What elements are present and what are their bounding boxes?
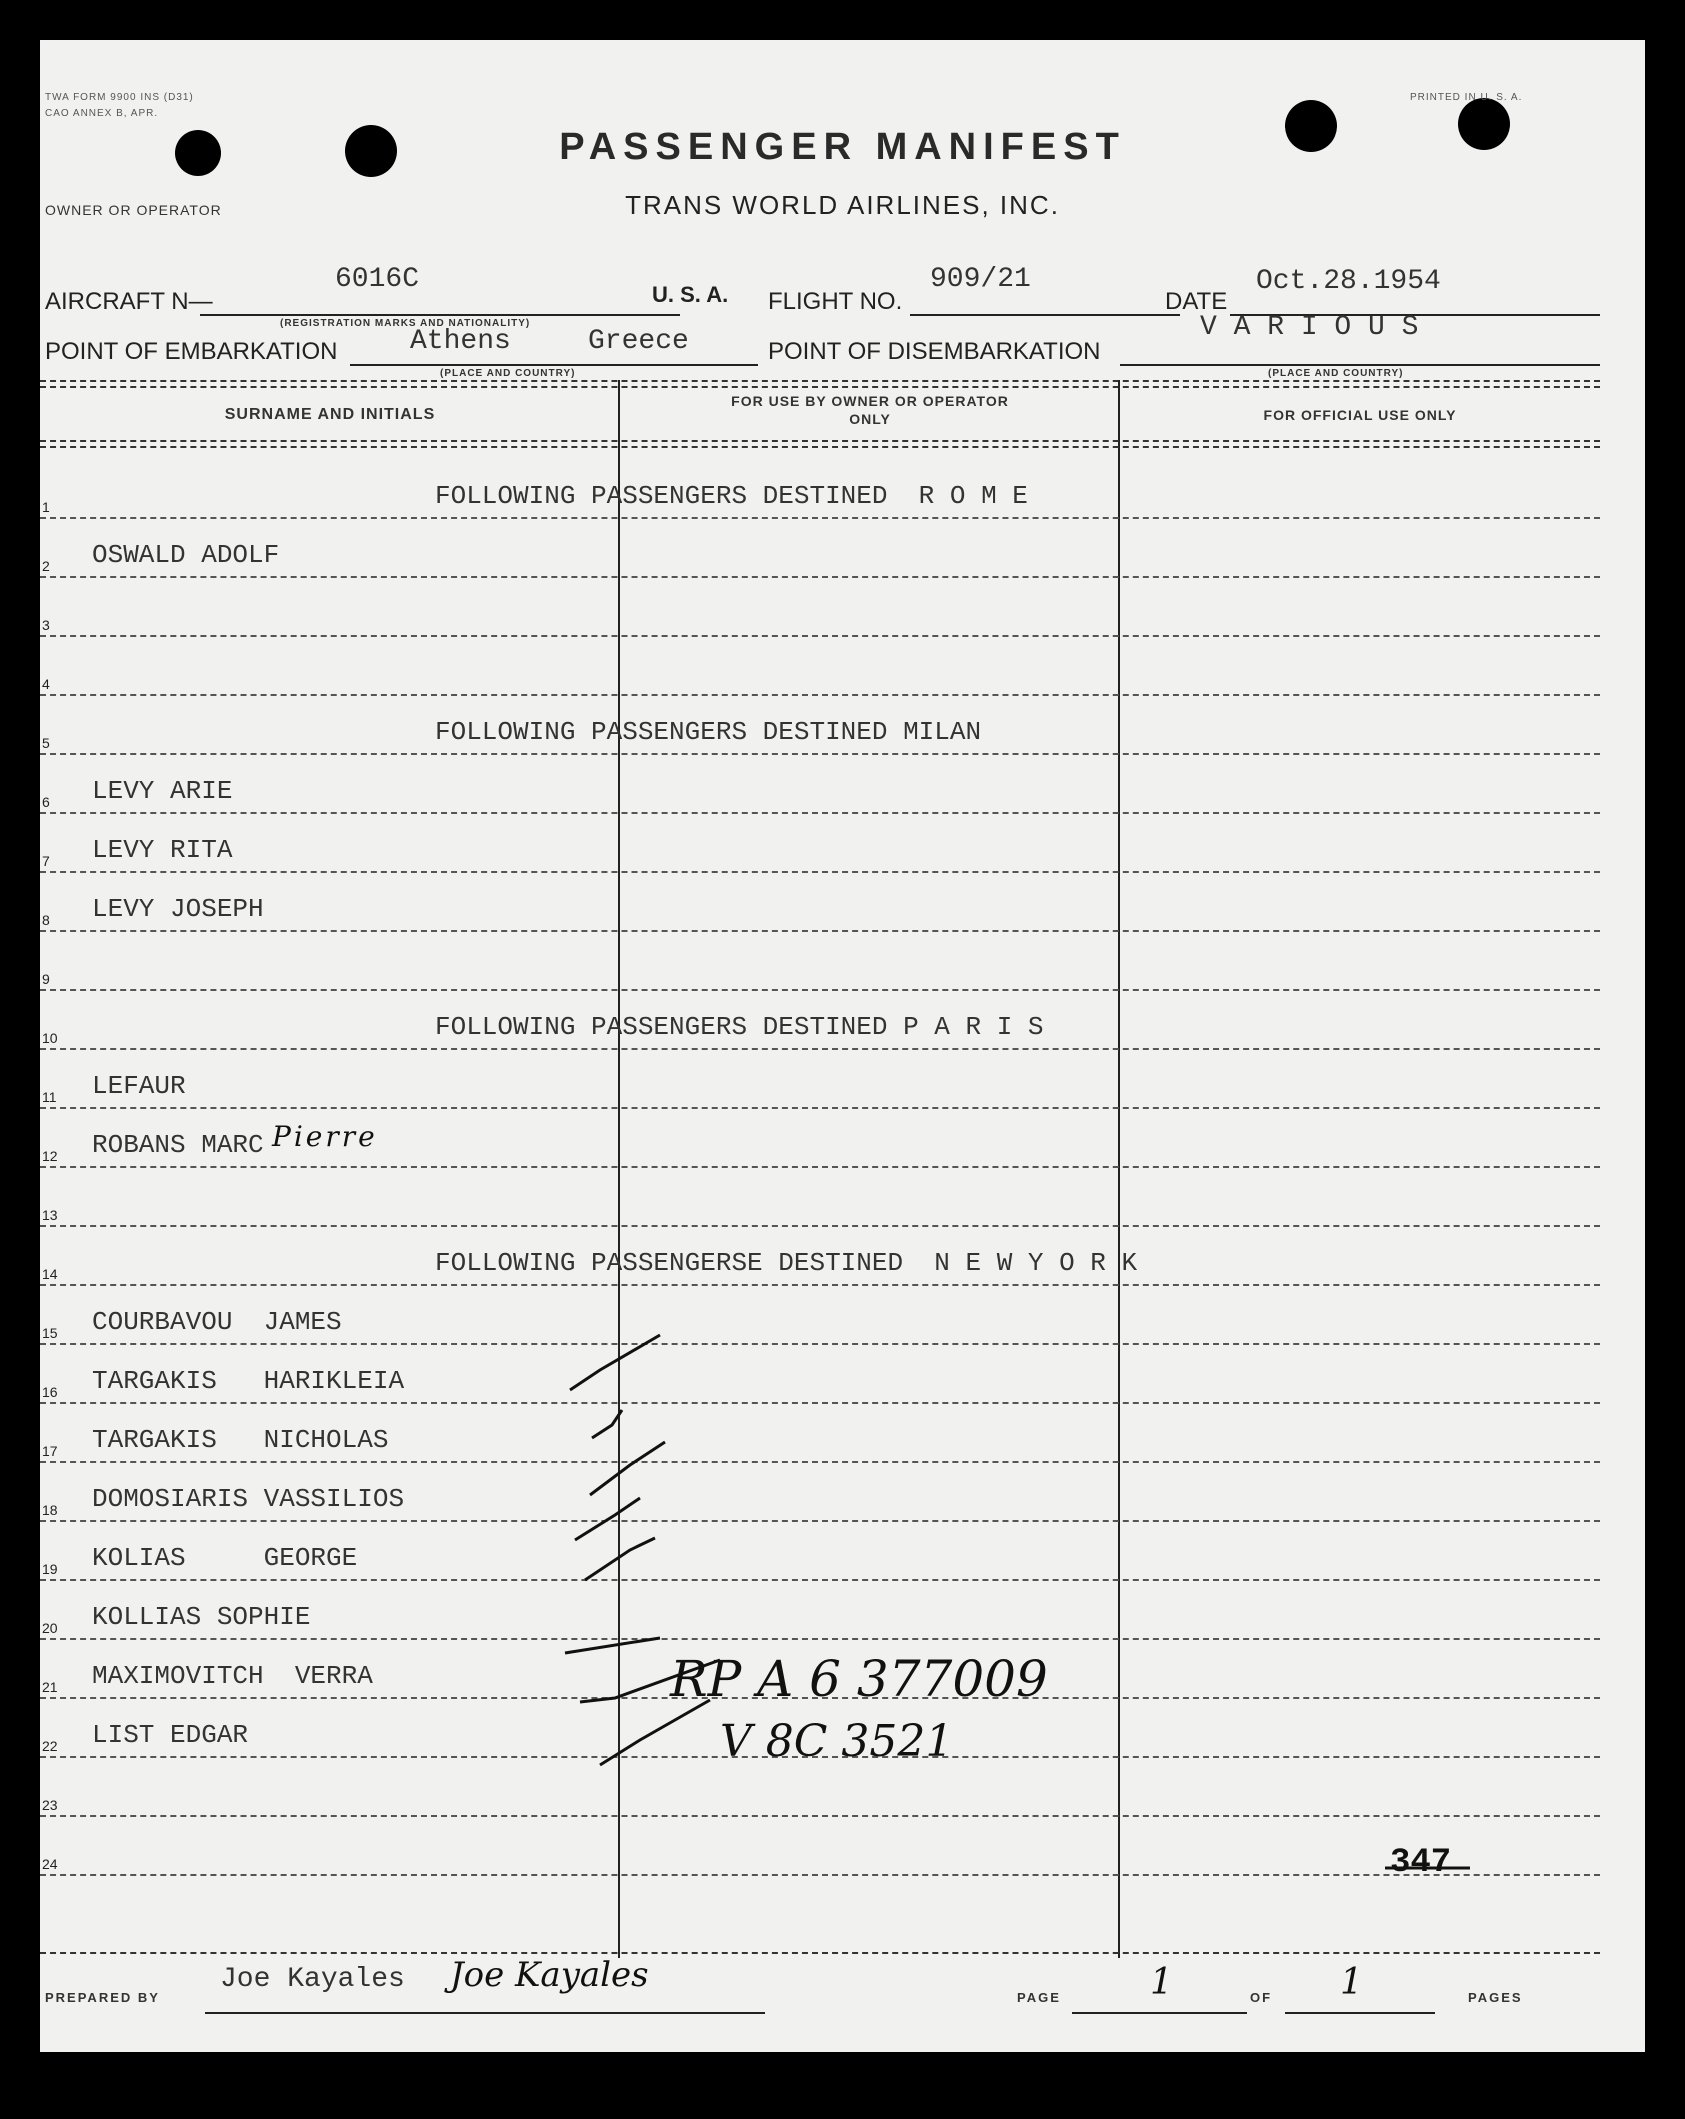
flight-underline <box>910 314 1180 316</box>
margin-number: 347 <box>1390 1844 1452 1882</box>
nationality-value: U. S. A. <box>652 282 729 307</box>
passenger-name: LEFAUR <box>92 1071 186 1101</box>
date-label: DATE <box>1165 288 1228 315</box>
of-value: 1 <box>1340 1962 1363 2003</box>
row-number: 13 <box>42 1207 58 1223</box>
passenger-row <box>40 1343 1600 1402</box>
passenger-name: ROBANS MARC <box>92 1130 264 1160</box>
row-number: 23 <box>42 1797 58 1813</box>
passenger-name: LEVY RITA <box>92 835 233 865</box>
destination-heading-row <box>40 458 1600 517</box>
passenger-row <box>40 1048 1600 1107</box>
table-top-rule <box>40 380 1600 382</box>
row-number: 22 <box>42 1738 58 1754</box>
prepared-by-value: Joe Kayales <box>220 1964 405 1995</box>
table-top-rule-2 <box>40 386 1600 388</box>
handwritten-note-row20: RP A 6 377009 <box>670 1650 1048 1708</box>
passenger-row <box>40 812 1600 871</box>
aircraft-underline <box>200 314 680 316</box>
passenger-name: TARGAKIS HARIKLEIA <box>92 1366 405 1396</box>
row-number: 10 <box>42 1030 58 1046</box>
embark-underline <box>350 364 758 366</box>
row-number: 9 <box>42 971 50 987</box>
row-number: 2 <box>42 558 50 574</box>
passenger-table <box>40 380 1600 1958</box>
header-bottom-rule-2 <box>40 446 1600 448</box>
passenger-name: KOLIAS GEORGE <box>92 1543 358 1573</box>
destination-heading-row <box>40 694 1600 753</box>
passenger-name: LEVY JOSEPH <box>92 894 264 924</box>
of-underline <box>1285 2012 1435 2014</box>
destination-heading-row <box>40 989 1600 1048</box>
passenger-row <box>40 1461 1600 1520</box>
passenger-name: MAXIMOVITCH VERRA <box>92 1661 373 1691</box>
column-header-official: FOR OFFICIAL USE ONLY <box>1263 407 1457 423</box>
row-number: 8 <box>42 912 50 928</box>
form-id-line2: CAO ANNEX B, APR. <box>45 108 159 119</box>
header-bottom-rule <box>40 440 1600 442</box>
row-number: 24 <box>42 1856 58 1872</box>
passenger-name: COURBAVOU JAMES <box>92 1307 342 1337</box>
destination-heading-text: FOLLOWING PASSENGERS DESTINED MILAN <box>435 717 982 747</box>
preparer-signature: Joe Kayales <box>450 1955 649 1995</box>
row-number: 11 <box>42 1089 57 1105</box>
embark-label: POINT OF EMBARKATION <box>45 338 338 365</box>
passenger-row <box>40 1579 1600 1638</box>
passenger-name: LEVY ARIE <box>92 776 233 806</box>
aircraft-value: 6016C <box>335 264 420 295</box>
owner-label: OWNER OR OPERATOR <box>45 202 222 218</box>
passenger-name: TARGAKIS NICHOLAS <box>92 1425 389 1455</box>
passenger-row <box>40 517 1600 576</box>
passenger-row <box>40 871 1600 930</box>
passenger-name: LIST EDGAR <box>92 1720 249 1750</box>
row-number: 19 <box>42 1561 58 1577</box>
column-header-owner: FOR USE BY OWNER OR OPERATOR ONLY <box>731 393 1009 427</box>
passenger-row <box>40 1402 1600 1461</box>
row-number: 12 <box>42 1148 58 1164</box>
flight-label: FLIGHT NO. <box>768 288 903 315</box>
manifest-sheet <box>40 40 1645 2052</box>
passenger-row <box>40 635 1600 694</box>
prepared-by-underline <box>205 2012 765 2014</box>
printed-in: PRINTED IN U. S. A. <box>1410 92 1523 103</box>
passenger-row <box>40 753 1600 812</box>
date-value: Oct.28.1954 <box>1256 266 1441 297</box>
row-number: 7 <box>42 853 50 869</box>
page-value: 1 <box>1150 1962 1173 2003</box>
page-title: PASSENGER MANIFEST <box>559 126 1126 168</box>
disembark-place-caption: (PLACE AND COUNTRY) <box>1268 368 1404 379</box>
page-label: PAGE <box>1017 1990 1061 2005</box>
disembark-underline <box>1120 364 1600 366</box>
row-number: 21 <box>42 1679 58 1695</box>
embark-city: Athens <box>410 326 511 357</box>
handwritten-first-name: Pierre <box>272 1120 378 1153</box>
passenger-name: DOMOSIARIS VASSILIOS <box>92 1484 405 1514</box>
prepared-by-label: PREPARED BY <box>45 1990 160 2005</box>
passenger-name: KOLLIAS SOPHIE <box>92 1602 311 1632</box>
row-number: 15 <box>42 1325 58 1341</box>
destination-heading-text: FOLLOWING PASSENGERS DESTINED R O M E <box>435 481 1028 511</box>
embark-place-caption: (PLACE AND COUNTRY) <box>440 368 576 379</box>
passenger-row <box>40 1284 1600 1343</box>
destination-heading-text: FOLLOWING PASSENGERSE DESTINED N E W Y O R K <box>435 1248 1138 1278</box>
passenger-name: OSWALD ADOLF <box>92 540 280 570</box>
handwritten-note-row21: V 8C 3521 <box>720 1716 954 1767</box>
form-id-line1: TWA FORM 9900 INS (D31) <box>45 92 194 103</box>
passenger-row <box>40 1166 1600 1225</box>
passenger-row <box>40 1815 1600 1874</box>
row-number: 17 <box>42 1443 58 1459</box>
row-number: 3 <box>42 617 50 633</box>
row-number: 6 <box>42 794 50 810</box>
row-number: 16 <box>42 1384 58 1400</box>
table-bottom-rule <box>40 1952 1600 1954</box>
destination-heading-text: FOLLOWING PASSENGERS DESTINED P A R I S <box>435 1012 1044 1042</box>
airline-name: TRANS WORLD AIRLINES, INC. <box>625 190 1060 220</box>
pages-label: PAGES <box>1468 1990 1523 2005</box>
row-number: 14 <box>42 1266 58 1282</box>
row-number: 18 <box>42 1502 58 1518</box>
of-label: OF <box>1250 1990 1273 2005</box>
passenger-row <box>40 930 1600 989</box>
registration-caption: (REGISTRATION MARKS AND NATIONALITY) <box>280 318 531 329</box>
aircraft-label: AIRCRAFT N— <box>45 288 213 315</box>
disembark-value: V A R I O U S <box>1200 312 1419 343</box>
embark-country: Greece <box>588 326 689 357</box>
destination-heading-row <box>40 1225 1600 1284</box>
row-number: 5 <box>42 735 50 751</box>
page-underline <box>1072 2012 1247 2014</box>
row-divider <box>40 1874 1600 1876</box>
column-header-surname: SURNAME AND INITIALS <box>224 406 436 423</box>
passenger-row <box>40 1520 1600 1579</box>
passenger-row <box>40 576 1600 635</box>
flight-value: 909/21 <box>930 264 1031 295</box>
disembark-label: POINT OF DISEMBARKATION <box>768 338 1101 365</box>
row-number: 20 <box>42 1620 58 1636</box>
row-number: 4 <box>42 676 50 692</box>
row-number: 1 <box>42 499 50 515</box>
